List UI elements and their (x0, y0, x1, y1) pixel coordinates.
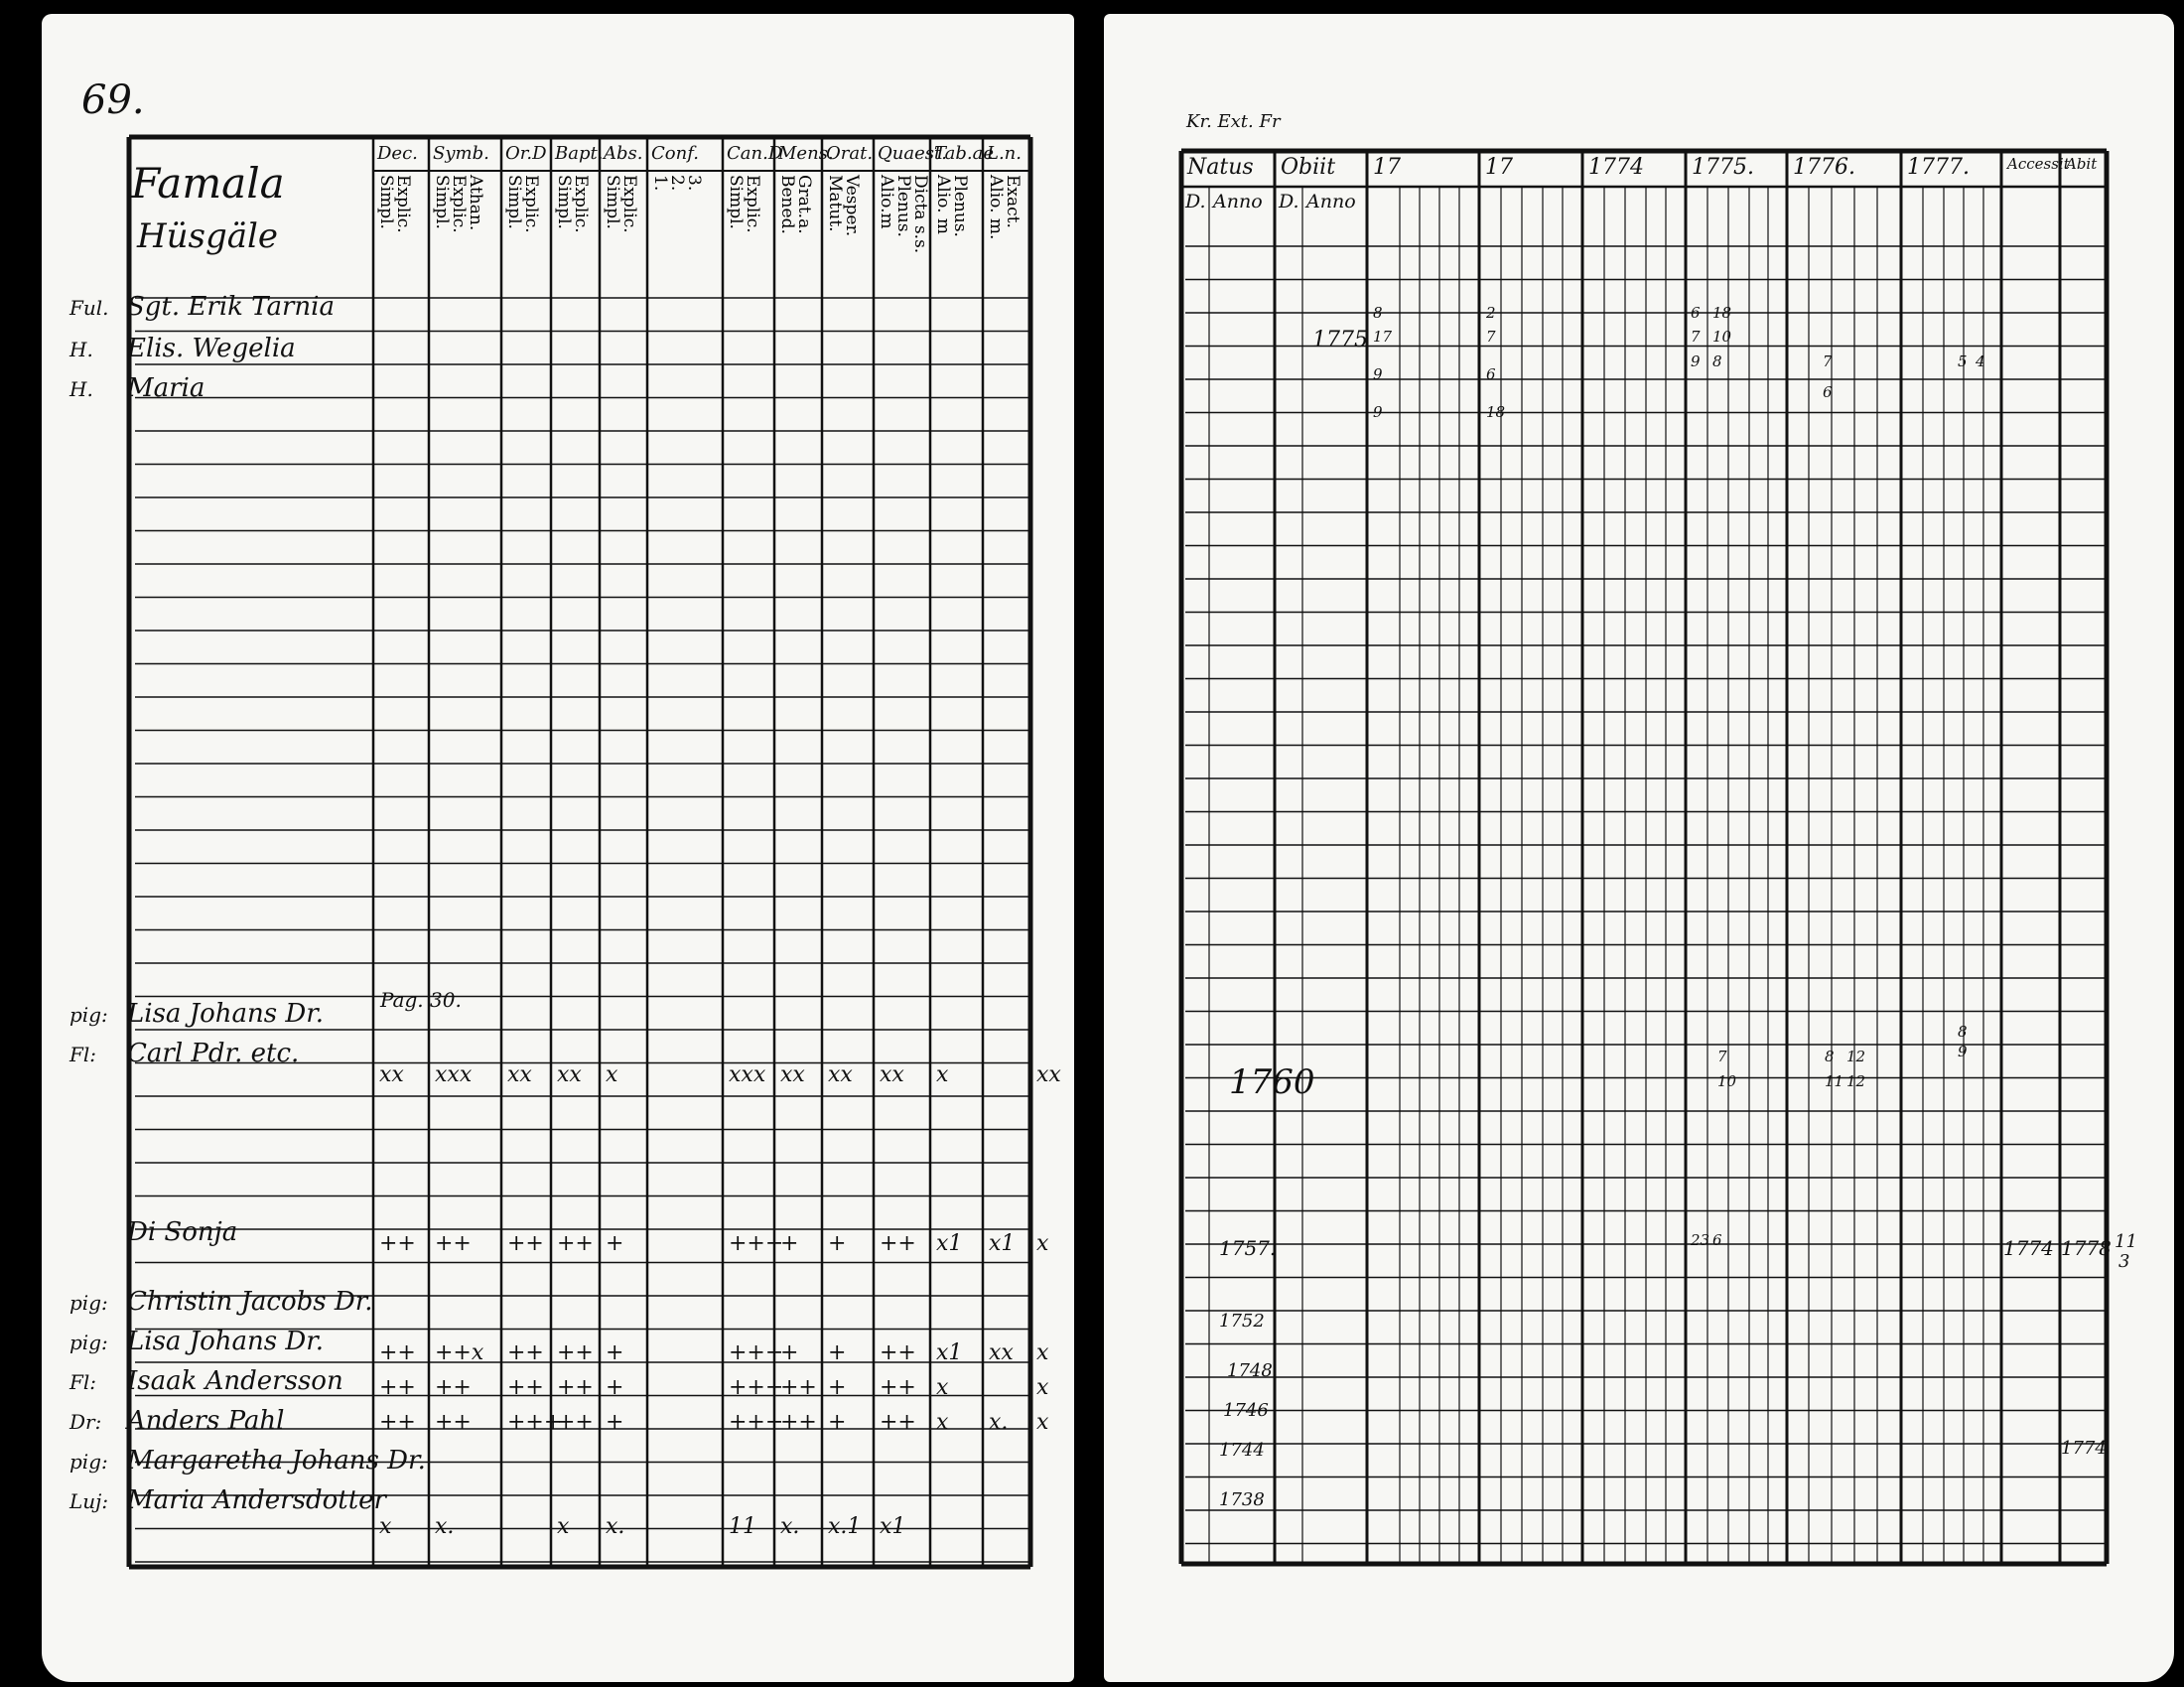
catechism-mark: ++ (507, 1340, 544, 1365)
catechism-mark: ++x (435, 1340, 484, 1365)
left-subheader: Alio.m (877, 175, 896, 229)
left-subheader: Simpl. (432, 175, 452, 229)
entry-name: Margaretha Johans Dr. (127, 1446, 426, 1476)
catechism-mark: ++ (435, 1231, 472, 1256)
catechism-mark: + (828, 1340, 847, 1365)
birth-year: 1775 (1312, 328, 1368, 352)
accessit-note: 1778 (2061, 1236, 2112, 1260)
accessit-note: 1774 (2003, 1236, 2054, 1260)
birth-year: 1746 (1223, 1400, 1269, 1421)
left-subheader: Bened. (777, 175, 797, 234)
catechism-mark: x. (989, 1410, 1009, 1435)
tally-mark: 6 (1823, 383, 1833, 401)
entry-prefix: H. (69, 377, 93, 401)
catechism-mark: + (606, 1410, 624, 1435)
tally-mark: 8 (1373, 304, 1383, 322)
left-subheader: 2. (667, 175, 687, 192)
tally-mark: 9 (1958, 1043, 1968, 1060)
left-subheader: Matut. (825, 175, 845, 232)
catechism-mark: xx (989, 1340, 1014, 1365)
right-header-6: 1776. (1793, 155, 1855, 180)
entry-name: Isaak Andersson (127, 1366, 343, 1396)
left-subheader: Alio. m (933, 175, 953, 235)
entry-name: Sgt. Erik Tarnia (127, 292, 335, 322)
tally-mark: 9 (1691, 352, 1701, 370)
catechism-mark: x (1036, 1340, 1049, 1365)
right-subheader: Anno (1306, 191, 1356, 212)
catechism-mark: ++ (880, 1410, 916, 1435)
catechism-mark: ++ (557, 1340, 594, 1365)
right-header-8: Accessit (2007, 155, 2070, 173)
catechism-mark: +++ (729, 1340, 784, 1365)
tally-mark: 8 (1958, 1023, 1968, 1041)
left-subheader: 1. (650, 175, 670, 192)
tally-mark: 7 (1823, 352, 1833, 370)
left-header-2: Or.D (505, 143, 547, 164)
catechism-mark: ++ (880, 1231, 916, 1256)
entry-prefix: Fl: (69, 1370, 97, 1394)
catechism-mark: + (828, 1410, 847, 1435)
catechism-mark: x (1036, 1231, 1049, 1256)
catechism-mark: + (828, 1231, 847, 1256)
catechism-mark: xx (880, 1062, 904, 1087)
catechism-mark: ++ (880, 1375, 916, 1400)
right-header-3: 17 (1485, 155, 1513, 180)
catechism-mark: x (1036, 1410, 1049, 1435)
catechism-mark: xx (379, 1062, 404, 1087)
catechism-mark: +++ (729, 1410, 784, 1435)
right-subheader: Anno (1213, 191, 1263, 212)
catechism-mark: xxx (435, 1062, 473, 1087)
catechism-mark: x (557, 1514, 570, 1539)
tally-mark: 10 (1717, 1072, 1737, 1090)
left-subheader: 3. (684, 175, 704, 192)
catechism-mark: ++ (507, 1231, 544, 1256)
accessit-note: 1774 (2061, 1438, 2107, 1459)
left-header-5: Conf. (651, 143, 699, 164)
left-subheader: Explic. (449, 175, 469, 233)
tally-mark: 11 (1825, 1072, 1844, 1090)
left-subheader: Plenus. (893, 175, 913, 237)
entry-prefix: pig: (69, 1003, 108, 1027)
left-subheader: Dicta s.s. (910, 175, 930, 254)
right-header-4: 1774 (1588, 155, 1644, 180)
tally-mark: 5 (1958, 352, 1968, 370)
left-subheader: Athan. (466, 175, 485, 231)
page-number: 69. (81, 77, 145, 123)
catechism-mark: x. (606, 1514, 625, 1539)
left-header-8: Orat. (826, 143, 874, 164)
right-header-1: Obiit (1281, 155, 1336, 180)
catechism-mark: 11 (729, 1514, 756, 1539)
catechism-mark: x (936, 1062, 949, 1087)
left-header-11: L.n. (987, 143, 1022, 164)
left-header-10: Tab.ae (934, 143, 994, 164)
left-subheader: Grat.a. (794, 175, 814, 234)
right-header-2: 17 (1373, 155, 1401, 180)
tally-mark: 6 (1691, 304, 1701, 322)
left-subheader: Simpl. (376, 175, 396, 229)
household-title: Famala (131, 159, 285, 208)
left-subheader: Plenus. (950, 175, 970, 237)
entry-name: Di Sonja (127, 1217, 238, 1247)
left-subheader: Explic. (743, 175, 762, 233)
right-header-9: Abit (2066, 155, 2098, 173)
catechism-mark: ++ (379, 1410, 416, 1435)
tally-mark: 9 (1373, 403, 1383, 421)
catechism-mark: + (606, 1375, 624, 1400)
tally-mark: 7 (1691, 328, 1701, 346)
entry-name: Lisa Johans Dr. (127, 1327, 325, 1356)
catechism-mark: ++ (379, 1340, 416, 1365)
left-subheader: Alio. m. (986, 175, 1006, 240)
left-subheader: Vesper. (842, 175, 862, 237)
catechism-mark: +++ (729, 1375, 784, 1400)
catechism-mark: x (936, 1410, 949, 1435)
entry-name: Carl Pdr. etc. (127, 1039, 300, 1068)
entry-name: Maria Andersdotter (127, 1485, 386, 1515)
catechism-mark: x1 (880, 1514, 906, 1539)
entry-prefix: pig: (69, 1450, 108, 1474)
left-header-1: Symb. (433, 143, 489, 164)
tally-mark: 18 (1712, 304, 1732, 322)
entry-prefix: Ful. (69, 296, 109, 320)
entry-prefix: Luj: (69, 1489, 109, 1513)
entry-name: Christin Jacobs Dr. (127, 1287, 373, 1317)
tally-mark: 12 (1846, 1072, 1866, 1090)
catechism-mark: x1 (936, 1231, 963, 1256)
top-note: Kr. Ext. Fr (1186, 111, 1281, 132)
catechism-mark: xx (780, 1062, 805, 1087)
right-header-7: 1777. (1907, 155, 1970, 180)
entry-name: Elis. Wegelia (127, 334, 296, 363)
catechism-mark: x. (435, 1514, 455, 1539)
catechism-mark: xx (828, 1062, 853, 1087)
catechism-mark: ++ (379, 1375, 416, 1400)
entry-prefix: pig: (69, 1331, 108, 1354)
tally-mark: 18 (1486, 403, 1506, 421)
page-reference: Pag. 30. (380, 988, 462, 1012)
right-subheader: D. (1185, 191, 1206, 212)
left-subheader: Explic. (571, 175, 591, 233)
entry-name: Lisa Johans Dr. (127, 999, 325, 1029)
birth-year: 1744 (1219, 1440, 1265, 1461)
tally-mark: 7 (1717, 1048, 1727, 1065)
left-header-4: Abs. (604, 143, 643, 164)
catechism-mark: xx (507, 1062, 532, 1087)
birth-year: 1760 (1229, 1062, 1315, 1102)
tally-mark: 6 (1486, 365, 1496, 383)
tally-mark: 10 (1712, 328, 1732, 346)
household-subtitle: Hüsgäle (137, 216, 279, 256)
left-header-0: Dec. (377, 143, 418, 164)
tally-mark: 4 (1976, 352, 1985, 370)
catechism-mark: ++ (557, 1231, 594, 1256)
tally-mark: 12 (1846, 1048, 1866, 1065)
birth-year: 1752 (1219, 1311, 1265, 1332)
catechism-mark: ++ (780, 1375, 817, 1400)
tally-mark: 8 (1712, 352, 1722, 370)
accessit-note: 11 (2115, 1231, 2137, 1252)
catechism-mark: x. (780, 1514, 800, 1539)
catechism-mark: xx (1036, 1062, 1061, 1087)
right-header-0: Natus (1187, 155, 1254, 180)
left-header-3: Bapt. (555, 143, 604, 164)
catechism-mark: x (606, 1062, 618, 1087)
catechism-mark: + (606, 1231, 624, 1256)
catechism-mark: x.1 (828, 1514, 862, 1539)
tally-mark: 23 (1691, 1231, 1710, 1249)
catechism-mark: xx (557, 1062, 582, 1087)
catechism-mark: ++ (780, 1410, 817, 1435)
birth-year: 1738 (1219, 1489, 1265, 1510)
left-subheader: Exact. (1003, 175, 1023, 228)
left-header-7: Mens. (778, 143, 834, 164)
catechism-mark: ++ (557, 1410, 594, 1435)
catechism-mark: + (780, 1231, 799, 1256)
right-header-5: 1775. (1692, 155, 1754, 180)
catechism-mark: + (606, 1340, 624, 1365)
catechism-mark: ++ (435, 1410, 472, 1435)
tally-mark: 7 (1486, 328, 1496, 346)
catechism-mark: +++ (507, 1410, 563, 1435)
entry-prefix: H. (69, 338, 93, 361)
left-header-9: Quaest. (878, 143, 947, 164)
entry-prefix: pig: (69, 1291, 108, 1315)
tally-mark: 2 (1486, 304, 1496, 322)
catechism-mark: x1 (936, 1340, 963, 1365)
catechism-mark: x (936, 1375, 949, 1400)
catechism-mark: + (828, 1375, 847, 1400)
catechism-mark: ++ (557, 1375, 594, 1400)
birth-year: 1748 (1227, 1360, 1273, 1381)
birth-year: 1757. (1219, 1236, 1277, 1260)
catechism-mark: ++ (507, 1375, 544, 1400)
left-header-6: Can.D (727, 143, 783, 164)
catechism-mark: x (1036, 1375, 1049, 1400)
left-subheader: Explic. (619, 175, 639, 233)
tally-mark: 17 (1373, 328, 1393, 346)
catechism-mark: + (780, 1340, 799, 1365)
right-subheader: D. (1279, 191, 1299, 212)
catechism-mark: ++ (880, 1340, 916, 1365)
catechism-mark: +++ (729, 1231, 784, 1256)
left-subheader: Simpl. (603, 175, 622, 229)
tally-mark: 8 (1825, 1048, 1835, 1065)
entry-prefix: Dr: (69, 1410, 102, 1434)
left-subheader: Simpl. (504, 175, 524, 229)
catechism-mark: x1 (989, 1231, 1016, 1256)
catechism-mark: ++ (379, 1231, 416, 1256)
entry-name: Maria (127, 373, 205, 403)
entry-name: Anders Pahl (127, 1406, 285, 1436)
catechism-mark: xxx (729, 1062, 766, 1087)
left-subheader: Explic. (393, 175, 413, 233)
left-subheader: Simpl. (554, 175, 574, 229)
catechism-mark: x (379, 1514, 392, 1539)
left-subheader: Simpl. (726, 175, 746, 229)
tally-mark: 9 (1373, 365, 1383, 383)
entry-prefix: Fl: (69, 1043, 97, 1066)
accessit-note: 3 (2118, 1251, 2130, 1272)
tally-mark: 6 (1712, 1231, 1722, 1249)
catechism-mark: ++ (435, 1375, 472, 1400)
left-subheader: Explic. (521, 175, 541, 233)
